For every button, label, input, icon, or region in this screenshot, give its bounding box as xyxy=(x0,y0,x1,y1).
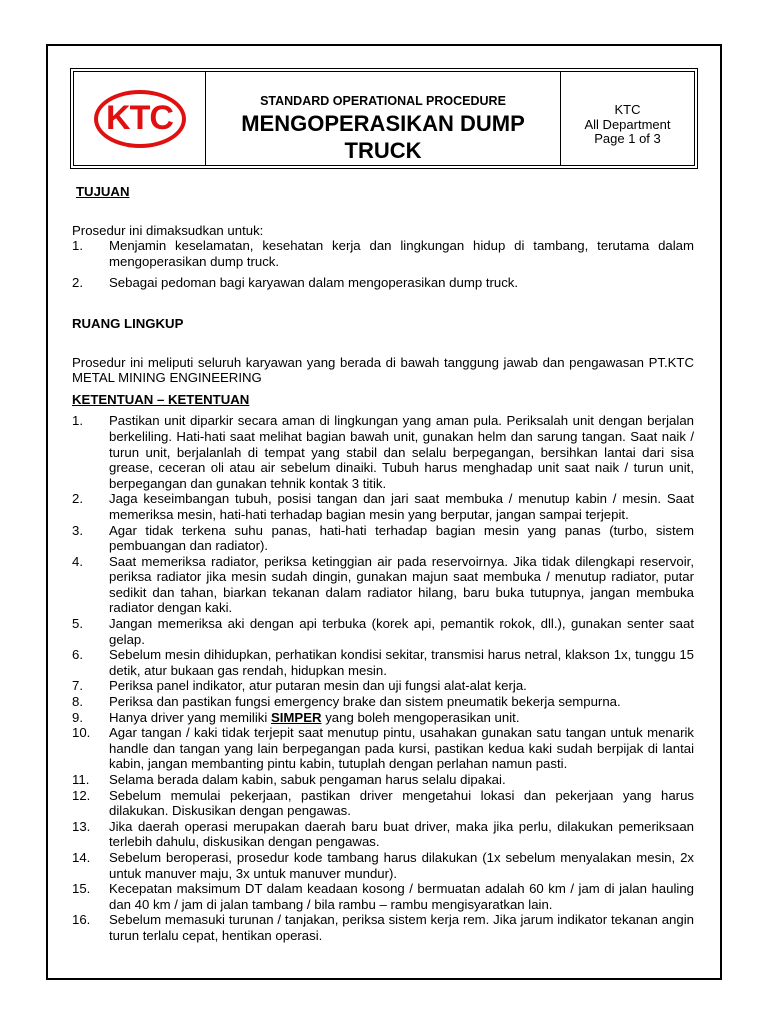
item-text: Sebagai pedoman bagi karyawan dalam mengoperasikan dump truck. xyxy=(109,275,519,291)
item-number: 2. xyxy=(72,275,83,291)
item-number: 14. xyxy=(72,849,91,865)
list-item xyxy=(72,647,694,678)
item-number: 2. xyxy=(72,491,83,507)
list-item xyxy=(72,710,694,726)
item-text: Periksa panel indikator, atur putaran mesin dan uji fungsi alat-alat kerja. xyxy=(109,678,527,694)
item-number: 6. xyxy=(72,647,83,663)
list-item xyxy=(72,275,694,291)
ruang-lingkup-text: Prosedur ini meliputi seluruh karyawan yang berada di bawah tanggung jawab dan pengawasan PT.KTC METAL MINING ENGINEERING xyxy=(72,354,694,386)
item-text: Periksa dan pastikan fungsi emergency brake dan sistem pneumatik bekerja sempurna. xyxy=(109,694,621,710)
item-number: 12. xyxy=(72,787,91,803)
logo-text: KTC xyxy=(106,99,173,137)
item-text: Jika daerah operasi merupakan daerah baru buat driver, maka jika perlu, dilakukan pemeriksaan terlebih dahulu, diskusikan dengan pengawas. xyxy=(109,818,694,850)
sop-label: STANDARD OPERATIONAL PROCEDURE xyxy=(260,94,506,108)
page-number: Page 1 of 3 xyxy=(594,131,661,146)
list-item xyxy=(72,491,694,522)
document-title: MENGOPERASIKAN DUMP TRUCK xyxy=(241,111,525,163)
tujuan-heading: TUJUAN xyxy=(76,184,130,199)
item-text: Sebelum mesin dihidupkan, perhatikan kondisi sekitar, transmisi harus netral, klakson 1x, tunggu 15 detik, atur bukaan gas rendah, hidupkan mesin. xyxy=(109,647,694,678)
item-number: 15. xyxy=(72,881,91,897)
ketentuan-heading: KETENTUAN – KETENTUAN xyxy=(72,391,250,407)
list-item xyxy=(72,413,694,491)
item-text: Sebelum beroperasi, prosedur kode tambang harus dilakukan (1x sebelum menyalakan mesin, 2x untuk manuver maju, 3x untuk manuver mundur). xyxy=(109,849,694,881)
item-number: 1. xyxy=(72,238,83,254)
title-cell xyxy=(206,72,561,165)
item-text: Saat memeriksa radiator, periksa ketinggian air pada reservoirnya. Jika tidak dilengkapi reservoir, periksa radiator jika mesin sudah dingin, gunakan majun saat membuka / menutup radiator, putar sedikit dan tahan, biarkan tekanan dalam radiator hilang, baru buka tutupnya, jangan membuka radiator dengan kaki. xyxy=(109,553,694,616)
list-item xyxy=(72,850,694,881)
item-number: 13. xyxy=(72,818,91,834)
logo-cell xyxy=(74,72,206,165)
item-text: Kecepatan maksimum DT dalam keadaan kosong / bermuatan adalah 60 km / jam di jalan hauling dan 40 km / jam di jalan tambang / bila rambu – rambu mengisyaratkan lain. xyxy=(109,881,694,912)
list-item xyxy=(72,694,694,710)
tujuan-list xyxy=(72,238,694,291)
list-item xyxy=(72,523,694,554)
ktc-logo xyxy=(94,90,186,148)
item-text: Sebelum memasuki turunan / tanjakan, periksa sistem kerja rem. Jika jarum indikator tekanan angin turun terlalu cepat, hentikan operasi. xyxy=(109,912,694,943)
ketentuan-list xyxy=(72,413,694,943)
tujuan-intro: Prosedur ini dimaksudkan untuk: xyxy=(72,222,264,238)
item-text: Agar tangan / kaki tidak terjepit saat menutup pintu, usahakan gunakan satu tangan untuk menarik handle dan tangan yang lain berpegangan pada kursi, pastikan kedua kaki sudah berpijak di lantai kabin, jangan membanting pintu kabin, tutuplah dengan perlahan namun pasti. xyxy=(109,725,694,772)
item-number: 1. xyxy=(72,413,83,429)
item-number: 16. xyxy=(72,912,91,928)
item-text: Sebelum memulai pekerjaan, pastikan driver mengetahui lokasi dan pekerjaan yang harus dilakukan. Diskusikan dengan pengawas. xyxy=(109,787,694,819)
list-item xyxy=(72,819,694,850)
list-item xyxy=(72,238,694,269)
list-item xyxy=(72,678,694,694)
list-item xyxy=(72,616,694,647)
item-text: Jaga keseimbangan tubuh, posisi tangan dan jari saat membuka / menutup kabin / mesin. Saat memeriksa mesin, hati-hati terhadap bagian mesin yang berputar, jangan sampai terjepit. xyxy=(109,491,694,522)
item-number: 5. xyxy=(72,616,83,632)
item-text: Menjamin keselamatan, kesehatan kerja dan lingkungan hidup di tambang, terutama dalam mengoperasikan dump truck. xyxy=(109,238,694,269)
item-number: 7. xyxy=(72,678,83,694)
sop-header xyxy=(70,68,698,169)
ruang-lingkup-heading: RUANG LINGKUP xyxy=(72,315,184,331)
item-number: 9. xyxy=(72,709,83,725)
list-item xyxy=(72,725,694,772)
list-item xyxy=(72,788,694,819)
list-item xyxy=(72,912,694,943)
item-text: Agar tidak terkena suhu panas, hati-hati terhadap bagian mesin yang panas (turbo, sistem pembuangan dan radiator). xyxy=(109,522,694,554)
list-item xyxy=(72,772,694,788)
document-body xyxy=(72,184,694,944)
company-label: KTC xyxy=(614,102,641,117)
item-text: yang boleh mengoperasikan unit. xyxy=(321,709,520,725)
item-text: Selama berada dalam kabin, sabuk pengaman harus selalu dipakai. xyxy=(109,772,506,787)
item-number: 11. xyxy=(72,772,90,787)
item-text: Jangan memeriksa aki dengan api terbuka (korek api, pemantik rokok, dll.), gunakan senter saat gelap. xyxy=(109,616,694,647)
item-number: 3. xyxy=(72,522,83,538)
emphasis-text: SIMPER xyxy=(270,709,322,725)
info-cell xyxy=(561,72,694,165)
list-item xyxy=(72,881,694,912)
list-item xyxy=(72,554,694,616)
item-text: Hanya driver yang memiliki xyxy=(109,709,271,725)
item-number: 10. xyxy=(72,725,91,741)
item-text: Pastikan unit diparkir secara aman di lingkungan yang aman pula. Periksalah unit dengan berjalan berkeliling. Hati-hati saat melihat bagian bawah unit, gunakan helm dan sarung tangan. Saat naik / turun unit, berjalanlah di tempat yang stabil dan selalu berpegangan, bersihkan lantai dari sisa grease, ceceran oli atau air sebelum dinaiki. Tubuh harus menghadap unit saat naik / turun unit, berpegangan dan gunakan tehnik kontak 3 titik. xyxy=(109,413,694,491)
department-label: All Department xyxy=(584,116,671,132)
item-number: 4. xyxy=(72,553,83,569)
item-number: 8. xyxy=(72,694,83,710)
